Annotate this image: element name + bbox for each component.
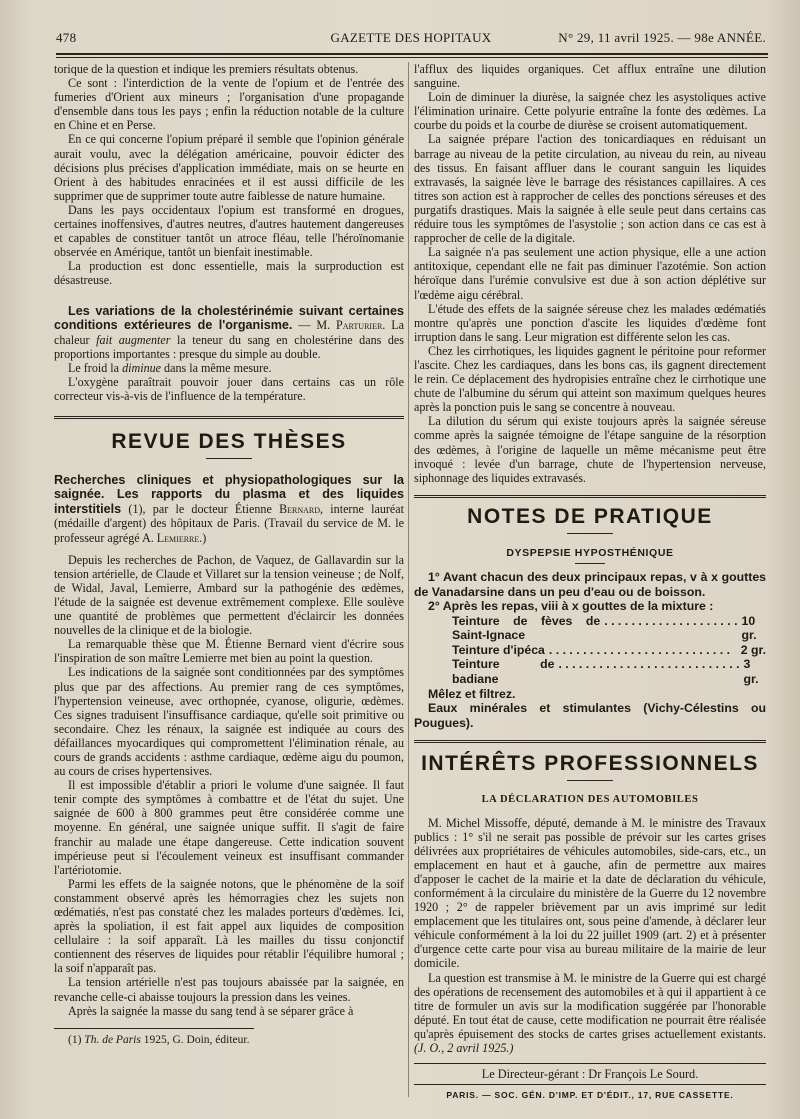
prescription-item: Teinture d'ipéca . . . . . . . . . . . . . . . . . . . . . . . . . . . 2 gr.	[452, 642, 766, 657]
these-paragraph: Il est impossible d'établir a priori le volume d'une saignée. Il faut tenir compte des symptômes à combattre et de l'état du sujet. Une saignée de 600 à 800 grammes peut être considérée comme une moyenne. En général, une saignée unique suffit. Il s'agit de faire franchir au malade une étape dangereuse. Cette indication souvent impérieuse peut si l'écoulement veineux est insuffisant commander l'artériotomie.	[54, 778, 404, 877]
cholesterin-article: Les variations de la cholestérinémie suivant certaines conditions extérieures de l'organisme. — M. Parturier. La chaleur fait augmenter la teneur du sang en cholestérine dans des proportions importantes : presque du simple au double.	[54, 303, 404, 361]
section-rule	[414, 495, 766, 498]
heading-underline	[567, 533, 613, 534]
these-paragraph: La remarquable thèse que M. Étienne Bernard vient d'écrire sous l'inspiration de son maître Lemierre met bien au point la question.	[54, 637, 404, 666]
these-paragraph: Parmi les effets de la saignée notons, que le phénomène de la soif constamment observé après les hémorragies chez les sujets non œdématiés, n'est pas constaté chez les malades porteurs d'œdèmes. Ici, après la spoliation, il est fait appel aux liquides de composition cellulaire : la soif apparaît. Là les mailles du tissu conjonctif contiennent des réserves de liquides pour rétablir l'équilibre humoral ; la soif n'apparaît pas.	[54, 876, 404, 976]
right-column	[414, 62, 766, 1102]
these-paragraph: Les indications de la saignée sont conditionnées par des symptômes plus que par des affections. Au premier rang de ces symptômes, l'hypertension veineuse, avec orthopnée, cyanose, oligurie, œdèmes. Ces signes traduisent l'insuffisance cardiaque, qu'elle soit primitive ou secondaire. Chez les rénaux, la saignée est indiquée au cours des défaillances myocardiques qui compromettent l'élimination rénale, au cours de grands accidents : asthme cardiaque, œdème aigu du poumon, au cours de crises hypertensives.	[54, 665, 404, 779]
source-reference: (J. O., 2 avril 1925.)	[414, 1041, 514, 1056]
printer-imprint: PARIS. — SOC. GÉN. D'IMP. ET D'ÉDIT., 17, RUE CASSETTE.	[446, 1090, 734, 1101]
opium-paragraph: En ce qui concerne l'opium préparé il semble que l'opinion générale aurait voulu, avec la délégation américaine, pouvoir édicter des décisions plus précises d'application immédiate, mais on se heurte en Orient à des habitudes enracinées et il est aussi difficile de les supprimer que de supprimer toute autre faiblesse de nature humaine.	[54, 132, 404, 203]
section-rule	[54, 416, 404, 419]
these-paragraph: l'afflux des liquides organiques. Cet afflux entraîne une dilution sanguine.	[414, 62, 766, 91]
these-paragraph: Loin de diminuer la diurèse, la saignée chez les asystoliques active l'élimination urinaire. Cette polyurie entraîne la fonte des œdèmes. La courbe du poids et la courbe de diurèse se croisent automatiquement.	[414, 90, 766, 133]
opium-paragraph: torique de la question et indique les premiers résultats obtenus.	[54, 62, 359, 76]
heading-underline	[206, 458, 252, 459]
cholesterin-author: Parturier	[336, 318, 383, 332]
these-paragraph: La dilution du sérum qui existe toujours après la saignée séreuse comme après la saignée témoigne de l'étape sanguine de la résorption des œdèmes, à l'origine de laquelle un même mécanisme peut être invoqué : levée d'un barrage, chute de l'hypertension nerveuse, siphonnage des liquides extravasés.	[414, 414, 766, 485]
revue-theses-heading: REVUE DES THÈSES	[111, 429, 347, 453]
prescription-step: 2° Après les repas, viii à x gouttes de la mixture :	[428, 599, 714, 614]
journal-title: GAZETTE DES HOPITAUX	[330, 30, 492, 45]
these-paragraph: L'étude des effets de la saignée séreuse chez les malades œdématiés montre qu'après une ponction d'ascite les liquides d'œdème font irruption dans le sang. Leur migration est différente selon les cas.	[414, 301, 766, 344]
these-author: Bernard	[279, 501, 321, 516]
footer-rule	[414, 1063, 766, 1064]
prescription-item: Teinture de fèves de Saint-Ignace . . . . . . . . . . . . . . . . . . . . 10 gr.	[452, 613, 757, 643]
these-title: Recherches cliniques et physiopathologiques sur la saignée. Les rapports du plasma et des liquides interstitiels	[54, 472, 404, 516]
notes-pratique-heading: NOTES DE PRATIQUE	[467, 504, 713, 528]
section-rule	[414, 740, 766, 743]
prescription-step: Mêlez et filtrez.	[428, 686, 516, 701]
declaration-paragraph: La question est transmise à M. le ministre de la Guerre qui est chargé des opérations de recensement des automobiles et à qui il appartient à ce titre de formuler un avis sur la modification suggérée par l'honorable député. En tout état de cause, cette modification ne pourrait être réalisée qu'après épuisement des stocks de cartes grises actuellement existants. (J. O., 2 avril 1925.)	[414, 970, 766, 1056]
prescription-step: 1° Avant chacun des deux principaux repas, v à x gouttes de Vanadarsine dans un peu d'eau ou de boisson.	[414, 569, 766, 599]
issue-info: N° 29, 11 avril 1925. — 98e ANNÉE.	[558, 30, 766, 45]
these-paragraph: Chez les cirrhotiques, les liquides gagnent le péritoine pour reformer l'ascite. Chez les cardiaques, dans les bons cas, ils gagnent directement le rein. Ce déplacement des hydropisies entraîne chez le cirrhotique une chute de l'albumine du sérum qui atteint son maximum quelques heures après la ponction puis le sang se concentre à nouveau.	[414, 343, 766, 415]
these-professor: Lemierre	[156, 530, 200, 545]
footnote-rule	[54, 1028, 254, 1029]
these-paragraph: La saignée prépare l'action des tonicardiaques en réduisant un barrage au niveau de la petite circulation, au niveau du rein, au niveau des tissus. En faisant affluer dans le courant sanguin les liquides extravasés, la saignée lève le barrage des résistances capillaires. A ces titres son action est à rapprocher de celles des ponctions séreuses et des purgatifs drastiques. Mais la saignée à elle seule peut dans certains cas réduire tous les symptômes de l'asystolie ; son action dans ce cas est à rapprocher de celle de la digitale.	[414, 132, 766, 246]
cholesterin-paragraph: Le froid la diminue dans la même mesure.	[68, 360, 272, 375]
cholesterin-title: Les variations de la cholestérinémie suivant certaines conditions extérieures de l'organisme.	[54, 303, 404, 332]
prescription-step: Eaux minérales et stimulantes (Vichy-Célestins ou Pougues).	[414, 701, 766, 730]
prescription-list	[414, 614, 766, 687]
prescription-item: Teinture de badiane . . . . . . . . . . . . . . . . . . . . . . . . . . . 3 gr.	[452, 657, 759, 687]
footnote: (1) Th. de Paris 1925, G. Doin, éditeur.	[68, 1033, 250, 1046]
these-paragraph: Après la saignée la masse du sang tend à se séparer grâce à	[68, 1003, 354, 1018]
opium-paragraph: La production est donc essentielle, mais la surproduction est désastreuse.	[54, 259, 404, 288]
director-line: Le Directeur-gérant : Dr François Le Sourd.	[481, 1067, 699, 1082]
these-paragraph: Depuis les recherches de Pachon, de Vaquez, de Gallavardin sur la tension artérielle, de Claude et Villaret sur la tension veineuse ; de Nolf, de Widal, Javal, Lemierre, Ambard sur la pathogénie des œdèmes, l'étude de la saignée est devenue extrêmement complexe. Elle soulève une quantité de problèmes que permettent d'éclaircir les données nouvelles de la clinique et de la biologie.	[54, 552, 404, 638]
column-separator	[408, 62, 409, 1097]
interets-heading: INTÉRÊTS PROFESSIONNELS	[421, 752, 759, 776]
opium-paragraph: Dans les pays occidentaux l'opium est transformé en drogues, certaines inoffensives, d'autres neutres, d'autres hautement dangereuses et capables de constituer tantôt un atroce fléau, telle l'héroïnomanie observée en Amérique, tantôt un bienfait inestimable.	[54, 202, 404, 260]
header-rule-thin	[56, 57, 768, 58]
header-rule	[56, 53, 768, 55]
dyspepsie-heading: DYSPEPSIE HYPOSTHÉNIQUE	[506, 546, 674, 559]
footer-rule	[414, 1084, 766, 1085]
these-header: Recherches cliniques et physiopathologiques sur la saignée. Les rapports du plasma et des liquides interstitiels (1), par le docteur Étienne Bernard, interne lauréat (médaille d'argent) des hôpitaux de Paris. (Travail du service de M. le professeur agrégé A. Lemierre.)	[54, 472, 405, 545]
cholesterin-paragraph: L'oxygène paraîtrait pouvoir jouer dans certains cas un rôle correcteur vis-à-vis de l'influence de la température.	[54, 374, 404, 403]
declaration-paragraph: M. Michel Missoffe, député, demande à M. le ministre des Travaux publics : 1° s'il ne serait pas possible de prévoir sur les cartes grises délivrées aux propriétaires de véhicules automobiles, side-cars, etc., un emplacement en haut et à gauche, afin de permettre aux maires d'apposer le cachet de la mairie et la date de déclaration du véhicule, conformément à la circulaire du ministère de la Guerre du 12 novembre 1920 ; 2° de rappeler brièvement par un avis imprimé sur ledit emplacement que les titulaires ont, sous peine d'amende, à déclarer leur véhicule conformément à la loi du 22 juillet 1909 (art. 2) et à présenter d'urgence cette carte pour visa au bureau militaire de la mairie de leur domicile.	[414, 815, 766, 971]
opium-paragraph: Ce sont : l'interdiction de la vente de l'opium et de l'entrée des fumeries d'Orient aux mineurs ; l'organisation d'une propagande d'ensemble dans tous les pays ; enfin la réduction notable de la culture en Chine et en Perse.	[54, 76, 404, 133]
left-column	[54, 62, 404, 1047]
these-paragraph: La saignée n'a pas seulement une action physique, elle a une action antitoxique, cependant elle ne fait pas diminuer l'azotémie. Son action héroïque dans l'urémie convulsive est due à son action déplétive sur l'œdème aigu cérébral.	[414, 245, 766, 302]
declaration-heading: LA DÉCLARATION DES AUTOMOBILES	[481, 794, 699, 806]
heading-underline	[575, 563, 605, 564]
running-header	[56, 30, 766, 52]
these-paragraph: La tension artérielle n'est pas toujours abaissée par la saignée, en revanche celle-ci abaisse toujours la pression dans les veines.	[54, 975, 404, 1004]
page-number: 478	[56, 30, 77, 45]
heading-underline	[567, 780, 613, 781]
